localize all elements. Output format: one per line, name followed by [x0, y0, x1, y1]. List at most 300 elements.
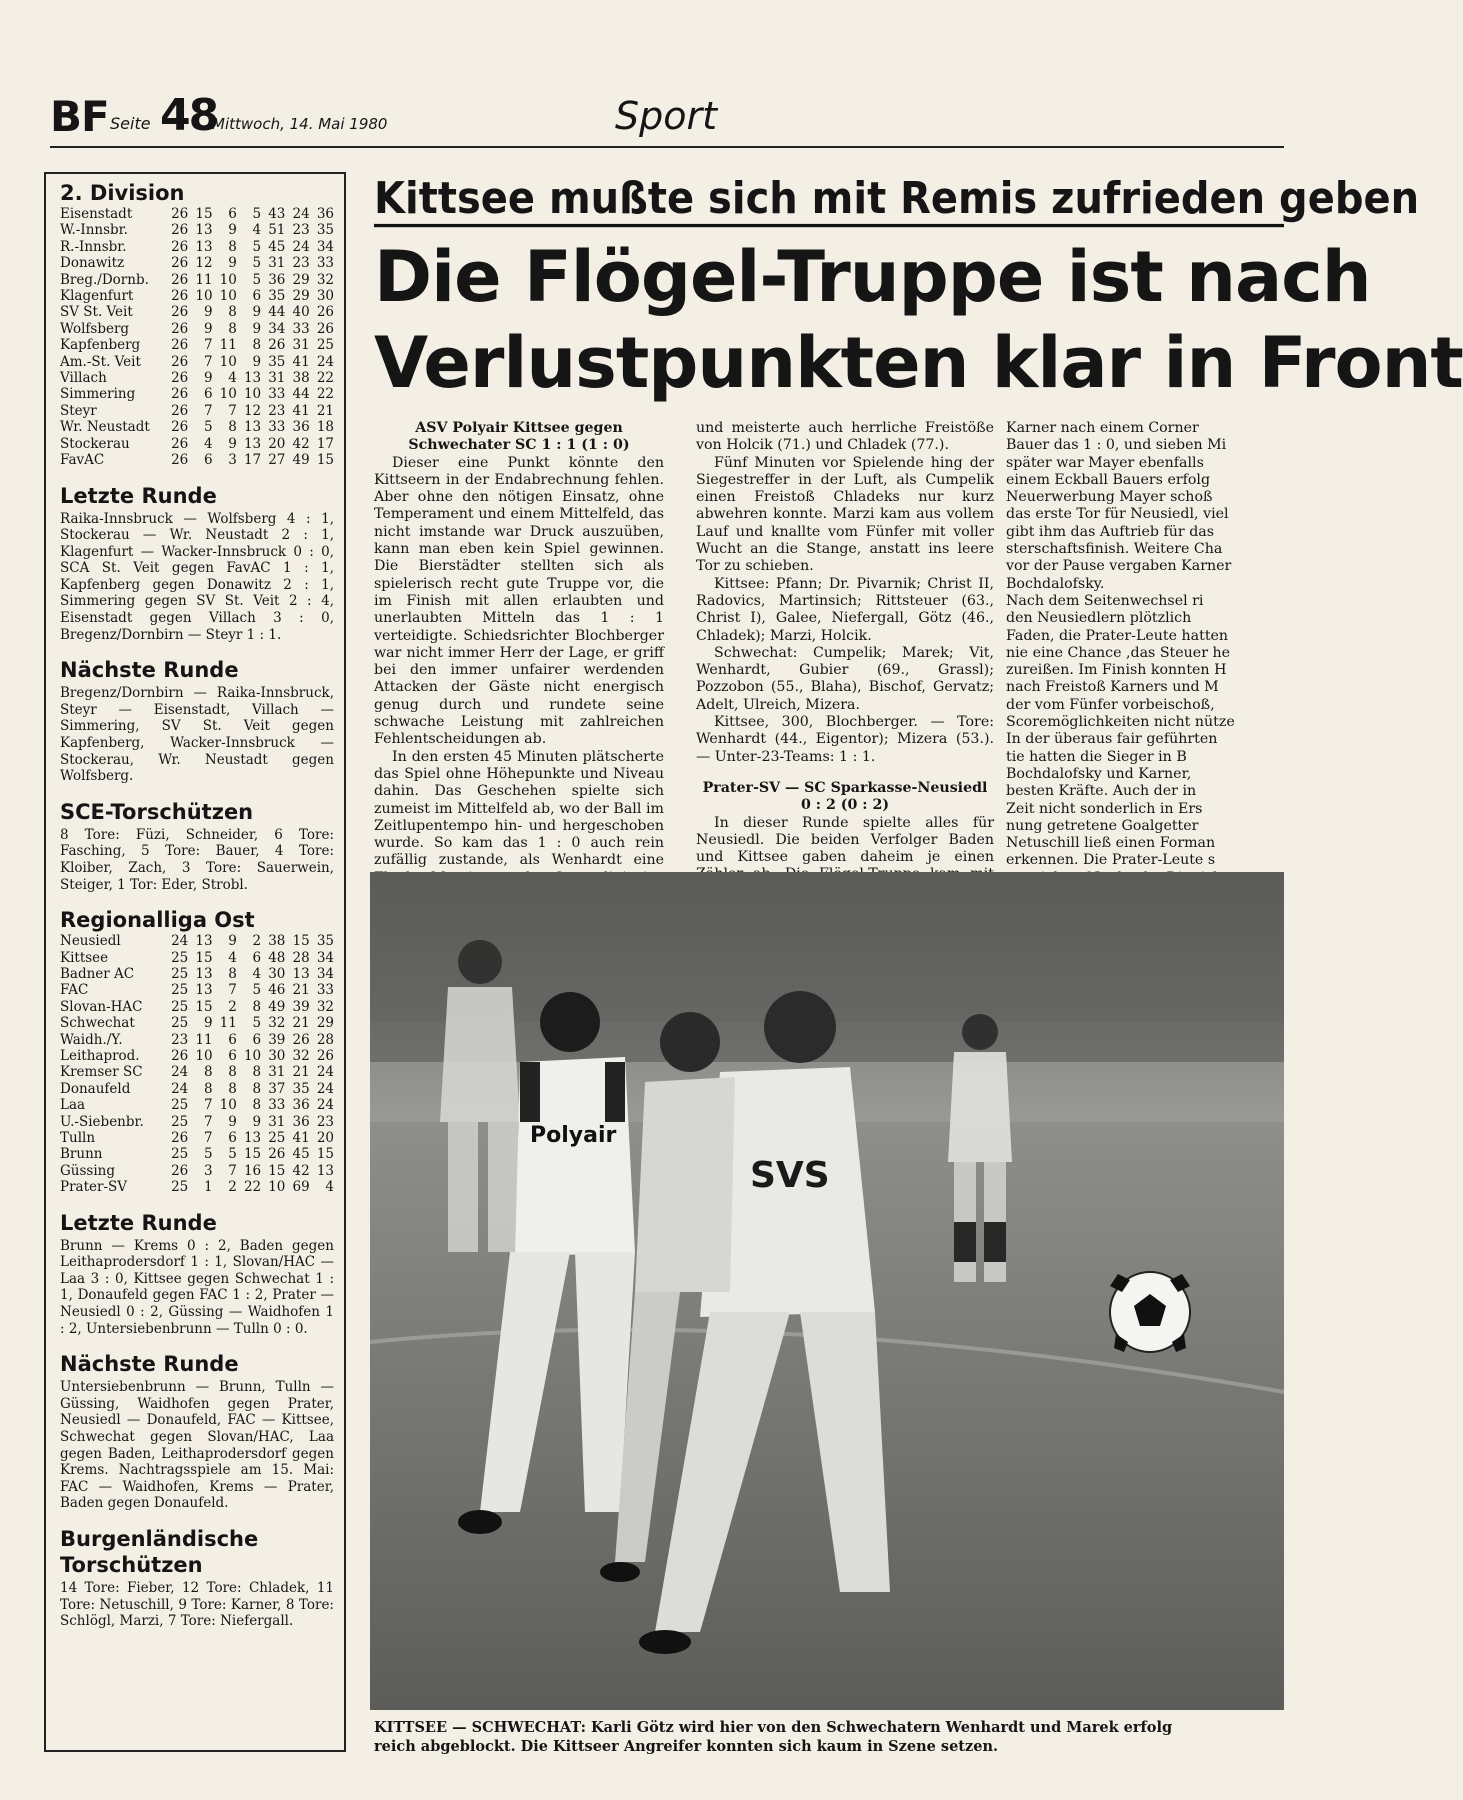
table-row — [60, 255, 334, 271]
team-name: Donawitz — [60, 255, 125, 272]
table-cell: 2 — [252, 933, 262, 950]
table-cell: 7 — [203, 1097, 213, 1114]
table-cell: 38 — [268, 933, 286, 950]
table-cell: 8 — [228, 320, 237, 337]
table-row — [60, 337, 334, 353]
table-cell: 15 — [243, 1146, 262, 1163]
table-cell: 37 — [268, 1080, 286, 1097]
table-cell: 26 — [171, 206, 189, 222]
table-cell: 2 — [228, 1179, 237, 1196]
table-cell: 21 — [292, 1064, 310, 1081]
column-3-line: einem Eckball Bauers erfolg — [1006, 471, 1211, 488]
table-cell: 24 — [171, 1064, 189, 1081]
table-row — [60, 272, 334, 288]
column-3-line: Faden, die Prater-Leute hatten — [1006, 627, 1229, 644]
team-name: Kremser SC — [60, 1064, 143, 1081]
article-column-2 — [696, 420, 994, 866]
column-3-line: nung getretene Goalgetter — [1006, 817, 1199, 834]
table-cell: 9 — [228, 255, 237, 272]
table-cell: 26 — [171, 1048, 189, 1065]
column-3-line: Bauer das 1 : 0, und sieben Mi — [1006, 437, 1227, 454]
table-cell: 25 — [171, 949, 189, 966]
column-3-line: Nach dem Seitenwechsel ri — [1006, 592, 1204, 609]
table-row — [60, 1048, 334, 1064]
table-cell: 9 — [203, 1015, 213, 1032]
table-cell: 8 — [228, 419, 237, 436]
column-3-line: Netuschill ließ einen Forman — [1006, 835, 1216, 852]
table-cell: 21 — [316, 402, 334, 419]
table-cell: 45 — [292, 1146, 310, 1163]
table-cell: 13 — [195, 966, 213, 982]
table-cell: 10 — [195, 288, 213, 305]
table-cell: 10 — [243, 1048, 262, 1065]
table-cell: 5 — [252, 982, 262, 999]
table-cell: 26 — [171, 320, 189, 337]
table-cell: 26 — [171, 304, 189, 321]
table-row — [60, 222, 334, 238]
table-row — [60, 436, 334, 452]
table-cell: 21 — [292, 1015, 310, 1032]
table-cell: 10 — [219, 386, 237, 403]
table-cell: 6 — [252, 949, 262, 966]
table-cell: 9 — [203, 320, 213, 337]
table-cell: 15 — [195, 949, 213, 966]
table-cell: 5 — [203, 1146, 213, 1163]
table-row — [60, 1163, 334, 1179]
table-cell: 5 — [203, 419, 213, 436]
division-2-table — [60, 206, 334, 469]
table-cell: 7 — [228, 982, 237, 999]
table-cell: 23 — [316, 1113, 334, 1130]
table-cell: 26 — [171, 288, 189, 305]
table-cell: 18 — [316, 419, 334, 436]
team-name: Prater-SV — [60, 1179, 128, 1196]
table-cell: 11 — [219, 337, 237, 354]
division-2-heading: 2. Division — [60, 181, 185, 205]
table-cell: 40 — [292, 304, 310, 321]
table-cell: 24 — [316, 1064, 334, 1081]
table-cell: 25 — [171, 1015, 189, 1032]
team-name: W.-Innsbr. — [60, 222, 128, 239]
team-name: FAC — [60, 982, 89, 999]
column-3-line: das erste Tor für Neusiedl, viel — [1006, 506, 1229, 523]
table-row — [60, 982, 334, 998]
team-name: Wolfsberg — [60, 320, 130, 337]
table-cell: 26 — [171, 370, 189, 387]
paragraph: In den ersten 45 Minuten plätscherte das Spiel ohne Höhepunkte und Niveau dahin. Das Geschehen spielte sich zumeist im Mittelfeld ab, wo der Ball im Zeitlupentempo hin- und hergeschoben wurde. So kam das 1 : 0 auch rein zufällig zustande, als Wenhardt eine — [374, 748, 664, 869]
table-cell: 6 — [252, 288, 262, 305]
table-cell: 12 — [195, 255, 213, 272]
table-cell: 15 — [195, 998, 213, 1015]
table-cell: 7 — [203, 337, 213, 354]
regionalliga-last-round-heading: Letzte Runde — [60, 1210, 217, 1235]
table-row — [60, 1064, 334, 1080]
division-2-next-round-heading: Nächste Runde — [60, 658, 239, 683]
table-cell: 23 — [171, 1031, 189, 1048]
table-row — [60, 239, 334, 255]
table-cell: 31 — [292, 337, 310, 354]
table-cell: 3 — [203, 1162, 213, 1179]
table-cell: 7 — [228, 1162, 237, 1179]
table-cell: 29 — [292, 271, 310, 288]
table-cell: 8 — [252, 998, 262, 1015]
table-cell: 11 — [219, 1015, 237, 1032]
table-row — [60, 1130, 334, 1146]
table-cell: 25 — [171, 982, 189, 999]
table-cell: 26 — [171, 337, 189, 354]
table-cell: 39 — [268, 1031, 286, 1048]
table-row — [60, 370, 334, 386]
table-cell: 26 — [171, 353, 189, 370]
division-2-next-round-fixtures: Bregenz/Dornbirn — Raika-Innsbruck, Steyr — Eisenstadt, Villach — Simmering, SV St. Veit gegen Kapfenberg, Wacker-Innsbruck — Stockerau, Wr. Neustadt gegen Wolfsberg. — [60, 685, 334, 785]
table-cell: 6 — [228, 206, 237, 222]
table-cell: 22 — [316, 386, 334, 403]
column-3-line: der vom Fünfer vorbeischoß, — [1006, 696, 1215, 713]
table-cell: 7 — [228, 402, 237, 419]
table-cell: 36 — [292, 1097, 310, 1114]
table-cell: 8 — [228, 304, 237, 321]
table-cell: 25 — [316, 337, 334, 354]
table-cell: 36 — [292, 419, 310, 436]
table-cell: 46 — [268, 982, 286, 999]
regionalliga-ost-heading: Regionalliga Ost — [60, 908, 255, 933]
table-cell: 35 — [268, 353, 286, 370]
table-cell: 43 — [268, 206, 286, 222]
table-cell: 15 — [292, 933, 310, 950]
team-name: Kittsee — [60, 949, 109, 966]
table-cell: 16 — [243, 1162, 262, 1179]
team-name: SV St. Veit — [60, 304, 133, 321]
lineup-schwechat: Schwechat: Cumpelik; Marek; Vit, Wenhardt, Gubier (69., Grassl); Pozzobon (55., Blaha), Bischof, Gervatz; Adelt, Ulreich, Mizera. — [696, 644, 994, 713]
table-cell: 5 — [252, 238, 262, 255]
team-name: R.-Innsbr. — [60, 238, 127, 255]
table-cell: 13 — [243, 435, 262, 452]
table-cell: 10 — [268, 1179, 286, 1196]
table-cell: 44 — [292, 386, 310, 403]
polyair-jersey-text: Polyair — [530, 1123, 617, 1148]
division-2-last-round-results: Raika-Innsbruck — Wolfsberg 4 : 1, Stockerau — Wr. Neustadt 2 : 1, Klagenfurt — Wacker-Innsbruck 0 : 0, SCA St. Veit gegen FavAC 1 : 1, Kapfenberg gegen Donawitz 2 : 1, Simmering gegen SV St. Veit 2 : 4, Eisenstadt gegen Villach 3 : 0, Bregenz/Dornbirn — Steyr 1 : 1. — [60, 510, 334, 643]
column-3-line: erkennen. Die Prater-Leute s — [1006, 852, 1216, 869]
table-cell: 5 — [228, 1146, 237, 1163]
table-cell: 12 — [243, 402, 262, 419]
table-cell: 8 — [228, 1064, 237, 1081]
paragraph: Dieser eine Punkt könnte den Kittseern in der Endabrechnung fehlen. Aber ohne den nötigen Einsatz, ohne Temperament und einem Mittelfeld, das nicht imstande war Druck auszuüben, kann man eben kein Spiel gewinnen. Die Bierstädter stellten sich als spielerisch recht gute Truppe vor, die im Finish mit allen erlaubten und unerlaubten Mitteln das 1 : 1 verteidigte. Schiedsrichter Blochberger war nicht immer Herr der Lage, er griff bei den immer unfairer werdenden Attacken der Gäste nicht energisch genug durch und rundete seine schwache Leistung mit zahlreichen Fehlentscheidungen ab. — [374, 454, 664, 748]
table-cell: 38 — [292, 370, 310, 387]
table-cell: 26 — [171, 402, 189, 419]
table-cell: 27 — [268, 452, 286, 469]
table-cell: 41 — [292, 1130, 310, 1147]
match-subheading-kittsee: ASV Polyair Kittsee gegen Schwechater SC 1 : 1 (1 : 0) — [408, 420, 630, 454]
table-cell: 1 — [203, 1179, 213, 1196]
table-cell: 29 — [292, 288, 310, 305]
regionalliga-last-round-results: Brunn — Krems 0 : 2, Baden gegen Leithaprodersdorf 1 : 1, Slovan/HAC — Laa 3 : 0, Kittsee gegen Schwechat 1 : 1, Donaufeld gegen FAC 1 : 2, Prater — Neusiedl 0 : 2, Güssing — Waidhofen 1 : 2, Untersiebenbrunn — Tulln 0 : 0. — [60, 1237, 334, 1337]
table-cell: 41 — [292, 402, 310, 419]
column-3-line: den Neusiedlern plötzlich — [1006, 610, 1192, 627]
table-cell: 13 — [243, 1130, 262, 1147]
table-cell: 26 — [316, 320, 334, 337]
table-row — [60, 354, 334, 370]
issue-date: Mittwoch, 14. Mai 1980 — [212, 115, 388, 133]
table-cell: 30 — [268, 1048, 286, 1065]
table-cell: 10 — [219, 353, 237, 370]
table-cell: 24 — [171, 1080, 189, 1097]
table-cell: 35 — [316, 933, 334, 950]
table-cell: 48 — [268, 949, 286, 966]
burgenland-scorers-heading: Burgenländische Torschützen — [60, 1527, 259, 1577]
table-cell: 13 — [316, 1162, 334, 1179]
table-cell: 26 — [171, 222, 189, 239]
standings-sidebar — [44, 172, 346, 1752]
table-cell: 9 — [252, 353, 262, 370]
team-name: Steyr — [60, 402, 97, 419]
column-3-line: Neuerwerbung Mayer schoß — [1006, 489, 1213, 506]
table-cell: 6 — [228, 1048, 237, 1065]
match-facts: Kittsee, 300, Blochberger. — Tore: Wenhardt (44., Eigentor); Mizera (53.). — Unter-23-Teams: 1 : 1. — [696, 714, 994, 765]
table-cell: 22 — [316, 370, 334, 387]
table-row — [60, 288, 334, 304]
table-cell: 49 — [292, 452, 310, 469]
table-cell: 6 — [203, 386, 213, 403]
table-cell: 26 — [171, 271, 189, 288]
column-3-line: sterschaftsfinish. Weitere Cha — [1006, 541, 1223, 558]
team-name: Neusiedl — [60, 933, 121, 950]
table-cell: 23 — [268, 402, 286, 419]
table-cell: 17 — [316, 435, 334, 452]
table-cell: 5 — [252, 1015, 262, 1032]
table-cell: 26 — [268, 337, 286, 354]
column-3-line: zureißen. Im Finish konnten H — [1006, 662, 1227, 679]
sce-scorers-list: 8 Tore: Füzi, Schneider, 6 Tore: Fasching, 5 Tore: Bauer, 4 Tore: Kloiber, Zach, 3 Tore: Sauerwein, Steiger, 1 Tor: Eder, Strobl. — [60, 826, 334, 893]
table-cell: 8 — [203, 1064, 213, 1081]
table-row — [60, 1015, 334, 1031]
table-cell: 4 — [228, 370, 237, 387]
paragraph: und meisterte auch herrliche Freistöße von Holcik (71.) und Chladek (77.). — [696, 420, 994, 454]
table-cell: 35 — [292, 1080, 310, 1097]
table-cell: 2 — [228, 998, 237, 1015]
table-cell: 69 — [292, 1179, 310, 1196]
table-cell: 11 — [195, 1031, 213, 1048]
column-3-line: nach Freistoß Karners und M — [1006, 679, 1219, 696]
table-cell: 25 — [171, 1113, 189, 1130]
table-cell: 9 — [228, 435, 237, 452]
masthead-logo: BF — [50, 92, 109, 141]
table-cell: 45 — [268, 238, 286, 255]
table-cell: 21 — [292, 982, 310, 999]
section-title: Sport — [615, 94, 718, 138]
table-cell: 8 — [252, 337, 262, 354]
table-cell: 15 — [316, 452, 334, 469]
table-cell: 23 — [292, 255, 310, 272]
burgenland-scorers-list: 14 Tore: Fieber, 12 Tore: Chladek, 11 Tore: Netuschill, 9 Tore: Karner, 8 Tore: Schlögl, Marzi, 7 Tore: Niefergall. — [60, 1580, 334, 1630]
team-name: FavAC — [60, 452, 105, 469]
table-cell: 24 — [292, 238, 310, 255]
table-cell: 26 — [171, 238, 189, 255]
table-cell: 9 — [252, 304, 262, 321]
table-cell: 34 — [316, 949, 334, 966]
table-cell: 8 — [252, 1064, 262, 1081]
table-row — [60, 1032, 334, 1048]
table-cell: 26 — [292, 1031, 310, 1048]
table-cell: 24 — [292, 206, 310, 222]
table-cell: 25 — [171, 966, 189, 982]
division-2-last-round-heading: Letzte Runde — [60, 483, 217, 508]
team-name: Laa — [60, 1097, 86, 1114]
team-name: Simmering — [60, 386, 136, 403]
article-headline — [374, 234, 1463, 410]
table-cell: 42 — [292, 435, 310, 452]
table-cell: 33 — [268, 1097, 286, 1114]
table-row — [60, 403, 334, 419]
table-cell: 9 — [203, 304, 213, 321]
table-cell: 8 — [228, 238, 237, 255]
table-cell: 10 — [219, 288, 237, 305]
table-cell: 9 — [203, 370, 213, 387]
table-row — [60, 1081, 334, 1097]
table-cell: 9 — [252, 320, 262, 337]
table-cell: 28 — [316, 1031, 334, 1048]
table-cell: 9 — [228, 222, 237, 239]
table-cell: 5 — [252, 206, 262, 222]
column-3-line: In der überaus fair geführten — [1006, 731, 1218, 748]
lineup-kittsee: Kittsee: Pfann; Dr. Pivarnik; Christ II, Radovics, Martinsich; Rittsteuer (63., Christ I), Galee, Niefergall, Götz (46., Chladek); Marzi, Holcik. — [696, 575, 994, 644]
table-cell: 13 — [243, 419, 262, 436]
table-cell: 15 — [268, 1162, 286, 1179]
table-cell: 26 — [316, 1048, 334, 1065]
table-cell: 15 — [316, 1146, 334, 1163]
column-3-line: Karner nach einem Corner — [1006, 420, 1199, 436]
table-row — [60, 452, 334, 468]
table-cell: 41 — [292, 353, 310, 370]
match-photo-image — [370, 872, 1284, 1710]
column-3-line: Bochdalofsky und Karner, — [1006, 765, 1192, 782]
table-cell: 32 — [268, 1015, 286, 1032]
table-cell: 10 — [243, 386, 262, 403]
table-cell: 9 — [228, 1113, 237, 1130]
table-cell: 26 — [171, 1162, 189, 1179]
table-cell: 31 — [268, 255, 286, 272]
article-kicker: Kittsee mußte sich mit Remis zufrieden geben — [374, 170, 1284, 227]
table-cell: 33 — [292, 320, 310, 337]
table-cell: 42 — [292, 1162, 310, 1179]
paragraph: In dieser Runde spielte alles für Neusiedl. Die beiden Verfolger Baden und Kittsee gaben daheim je einen — [696, 814, 994, 866]
table-cell: 26 — [171, 255, 189, 272]
column-3-line: tie hatten die Sieger in B — [1006, 748, 1187, 765]
table-cell: 25 — [171, 1146, 189, 1163]
team-name: Breg./Dornb. — [60, 271, 149, 288]
table-cell: 31 — [268, 370, 286, 387]
regionalliga-next-round-heading: Nächste Runde — [60, 1352, 239, 1377]
table-cell: 24 — [316, 1097, 334, 1114]
column-3-line: besten Kräfte. Auch der in — [1006, 783, 1197, 800]
table-cell: 24 — [316, 1080, 334, 1097]
page-label: Seite — [110, 114, 151, 133]
team-name: Donaufeld — [60, 1080, 131, 1097]
table-cell: 6 — [228, 1130, 237, 1147]
table-cell: 24 — [171, 933, 189, 950]
table-cell: 32 — [316, 271, 334, 288]
table-cell: 8 — [228, 966, 237, 982]
table-cell: 4 — [203, 435, 213, 452]
table-cell: 32 — [316, 998, 334, 1015]
table-cell: 5 — [252, 271, 262, 288]
table-cell: 8 — [252, 1097, 262, 1114]
table-cell: 20 — [268, 435, 286, 452]
table-cell: 4 — [252, 966, 262, 982]
team-name: Badner AC — [60, 966, 135, 982]
team-name: Leithaprod. — [60, 1048, 140, 1065]
table-cell: 51 — [268, 222, 286, 239]
team-name: Villach — [60, 370, 107, 387]
table-cell: 30 — [268, 966, 286, 982]
team-name: Wr. Neustadt — [60, 419, 150, 436]
table-cell: 26 — [171, 419, 189, 436]
table-cell: 13 — [292, 966, 310, 982]
column-3-line: Bochdalofsky. — [1006, 575, 1105, 592]
team-name: U.-Siebenbr. — [60, 1113, 144, 1130]
table-cell: 10 — [219, 1097, 237, 1114]
page-number: 48 — [160, 90, 218, 141]
table-cell: 26 — [316, 304, 334, 321]
table-cell: 6 — [203, 452, 213, 469]
table-cell: 5 — [252, 255, 262, 272]
team-name: Am.-St. Veit — [60, 353, 141, 370]
table-cell: 7 — [203, 1130, 213, 1147]
table-cell: 24 — [316, 353, 334, 370]
table-cell: 29 — [316, 1015, 334, 1032]
table-row — [60, 321, 334, 337]
team-name: Kapfenberg — [60, 337, 141, 354]
table-cell: 33 — [268, 386, 286, 403]
table-cell: 33 — [316, 982, 334, 999]
table-cell: 7 — [203, 402, 213, 419]
match-subheading-prater: Prater-SV — SC Sparkasse-Neusiedl 0 : 2 (0 : 2) — [702, 779, 988, 814]
column-3-line: Scoremöglichkeiten nicht nütze — [1006, 714, 1235, 731]
table-cell: 33 — [316, 255, 334, 272]
table-row — [60, 386, 334, 402]
team-name: Güssing — [60, 1162, 115, 1179]
table-cell: 31 — [268, 1064, 286, 1081]
table-row — [60, 1114, 334, 1130]
team-name: Slovan-HAC — [60, 998, 143, 1015]
match-photo — [370, 872, 1284, 1710]
table-cell: 6 — [252, 1031, 262, 1048]
column-3-line: später war Mayer ebenfalls — [1006, 454, 1204, 471]
table-cell: 34 — [316, 966, 334, 982]
table-cell: 4 — [325, 1179, 334, 1196]
table-cell: 4 — [252, 222, 262, 239]
table-row — [60, 1179, 334, 1195]
table-cell: 28 — [292, 949, 310, 966]
headline-line-2: Verlustpunkten klar in Front — [374, 322, 1463, 404]
table-row — [60, 304, 334, 320]
column-3-line: vor der Pause vergaben Karner — [1006, 558, 1232, 575]
table-cell: 10 — [219, 271, 237, 288]
team-name: Waidh./Y. — [60, 1031, 123, 1048]
table-cell: 33 — [268, 419, 286, 436]
table-cell: 7 — [203, 353, 213, 370]
table-cell: 32 — [292, 1048, 310, 1065]
table-cell: 15 — [195, 206, 213, 222]
paragraph: Fünf Minuten vor Spielende hing der Siegestreffer in der Luft, als Cumpelik einen Freistoß Chladeks nur kurz abwehren konnte. Marzi kam aus vollem Lauf und knallte vom Fünfer mit voller Wucht an die Stange, anstatt ins leere Tor zu schieben. — [696, 454, 994, 575]
caption-line-2: reich abgeblockt. Die Kittseer Angreifer konnten sich kaum in Szene setzen. — [374, 1738, 999, 1755]
table-cell: 25 — [268, 1130, 286, 1147]
table-cell: 26 — [268, 1146, 286, 1163]
table-cell: 8 — [228, 1080, 237, 1097]
table-row — [60, 1097, 334, 1113]
table-cell: 4 — [228, 949, 237, 966]
table-cell: 11 — [195, 271, 213, 288]
table-cell: 35 — [268, 288, 286, 305]
